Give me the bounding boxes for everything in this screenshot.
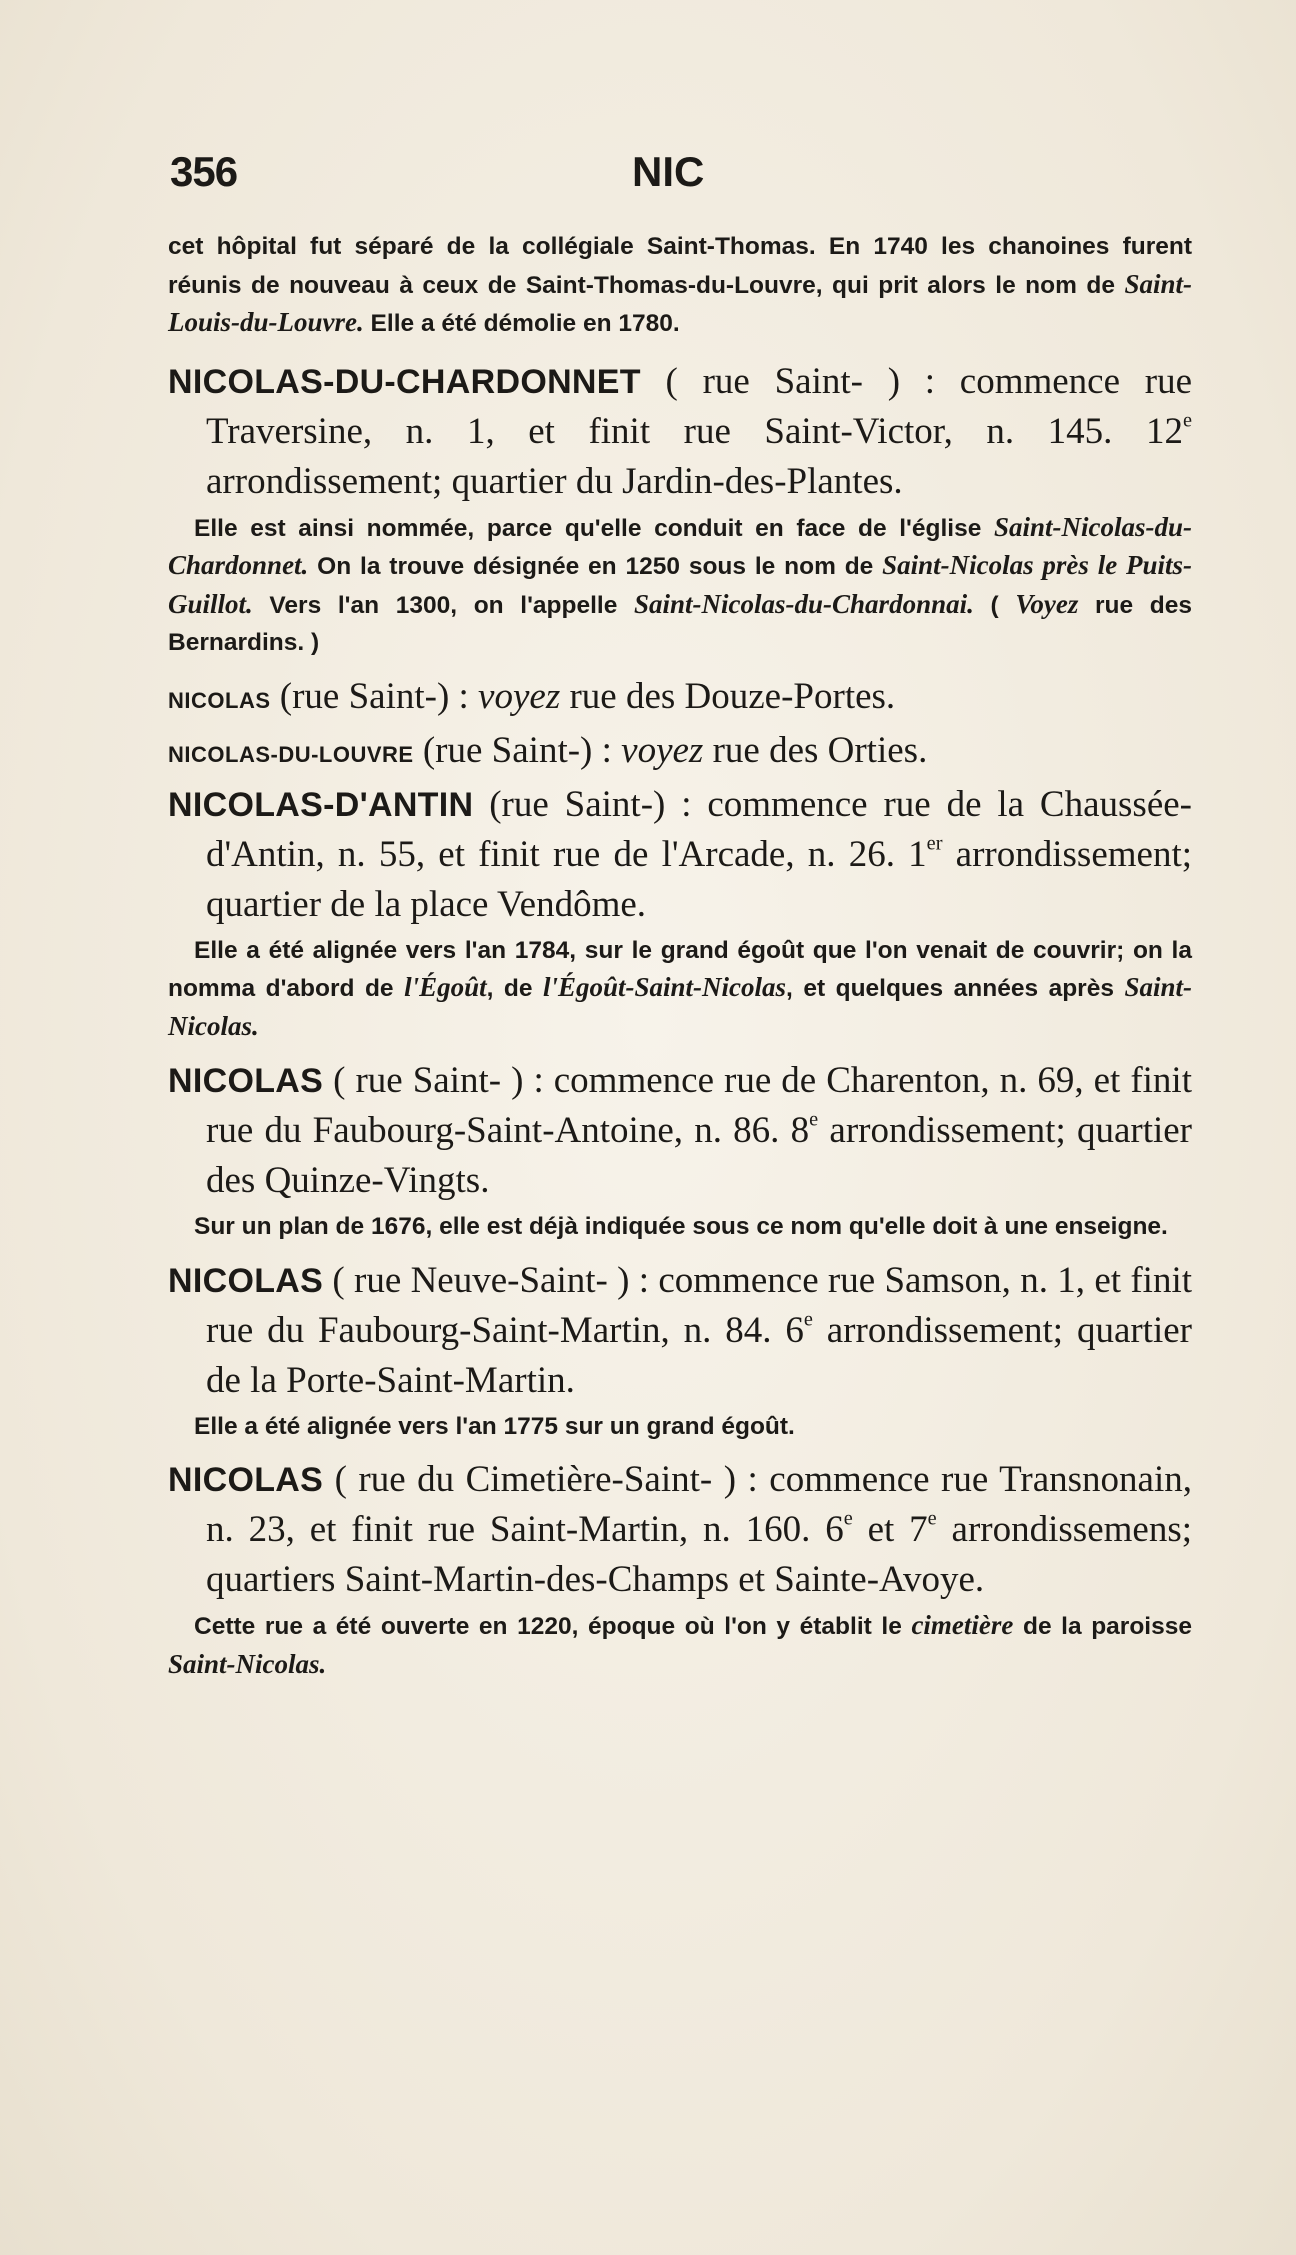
entry-italic: voyez [478, 675, 561, 717]
entry-text: arrondissement; quartier de la place Vendôme. [206, 833, 1193, 925]
note-italic: Saint-Nicolas-du-Chardonnai. [634, 588, 974, 619]
page-header [170, 148, 1190, 208]
entry-note: Elle a été alignée vers l'an 1775 sur un grand égoût. [194, 1412, 795, 1440]
superscript: e [803, 1308, 813, 1331]
entry-headword: NICOLAS [168, 1062, 324, 1100]
entry-text: ( rue Saint- ) : commence rue Traversine, n. 1, et finit rue Saint-Victor, n. 145. 12 [206, 360, 1192, 452]
entry-italic: voyez [621, 729, 704, 771]
entry-headword: NICOLAS-DU-CHARDONNET [168, 362, 641, 401]
superscript: e [927, 1507, 937, 1530]
intro-italic: Saint-Louis-du-Louvre. [168, 268, 1192, 337]
entry-nicolas-cimetiere [168, 1455, 1192, 1605]
entry-text: (rue Saint-) : commence rue de la Chaussée-d'Antin, n. 55, et finit rue de l'Arcade, n. 26. 1 [206, 783, 1192, 875]
note-text: Elle a été alignée vers l'an 1784, sur le grand égoût que l'on venait de couvrir; on la nomma d'abord de [168, 936, 1192, 1002]
entry-headword: NICOLAS [168, 687, 271, 713]
note-text: ( [973, 591, 1016, 619]
entry-headword: NICOLAS [168, 1461, 324, 1499]
entry-nicolas-du-louvre [168, 726, 1192, 780]
entry-text: ( rue du Cimetière-Saint- ) : commence rue Transnonain, n. 23, et finit rue Saint-Martin, n. 160. 6 [206, 1459, 1192, 1550]
superscript: er [926, 832, 943, 855]
note-italic: Saint-Nicolas près le Puits-Guillot. [168, 550, 1192, 619]
entry-text: (rue Saint-) : [413, 729, 622, 771]
note-italic: Voyez [1015, 588, 1079, 619]
entry-nicolas-charenton [168, 1056, 1192, 1206]
note-text: de la paroisse [1013, 1613, 1192, 1640]
entry-nicolas-neuve [168, 1256, 1192, 1406]
note-text: Cette rue a été ouverte en 1220, époque où l'on y établit le [194, 1613, 912, 1640]
running-head: NIC [632, 148, 705, 195]
entry-text: ( rue Neuve-Saint- ) : commence rue Samson, n. 1, et finit rue du Faubourg-Saint-Martin, n. 84. 6 [206, 1259, 1192, 1351]
entry-note [168, 1607, 1192, 1684]
note-text: On la trouve désignée en 1250 sous le nom de [308, 553, 883, 580]
entry-text: arrondissement; quartier des Quinze-Vingts. [206, 1110, 1192, 1201]
note-italic: cimetière [911, 1610, 1014, 1640]
note-italic: l'Égoût-Saint-Nicolas [542, 972, 787, 1002]
note-text: , de [486, 975, 543, 1002]
entry-text: ( rue Saint- ) : commence rue de Charenton, n. 69, et finit rue du Faubourg-Saint-Antoine, n. 86. 8 [206, 1060, 1192, 1151]
page-number: 356 [170, 148, 238, 195]
entry-text: (rue Saint-) : [270, 675, 479, 717]
entry-text: arrondissemens; quartiers Saint-Martin-des-Champs et Sainte-Avoye. [206, 1509, 1192, 1600]
entry-headword: NICOLAS-D'ANTIN [168, 785, 474, 824]
page-body [168, 228, 1192, 1684]
entry-text: arrondissement; quartier de la Porte-Saint-Martin. [206, 1309, 1192, 1401]
superscript: e [809, 1108, 819, 1131]
entry-nicolas-douze-portes [168, 672, 1192, 726]
entry-note: Sur un plan de 1676, elle est déjà indiquée sous ce nom qu'elle doit à une enseigne. [194, 1213, 1168, 1240]
entry-note [168, 932, 1192, 1047]
note-text: Elle est ainsi nommée, parce qu'elle conduit en face de l'église [194, 514, 994, 542]
entry-nicolas-du-chardonnet [168, 357, 1192, 507]
intro-text-end: Elle a été démolie en 1780. [363, 310, 680, 337]
note-italic: Saint-Nicolas. [168, 972, 1192, 1041]
entry-text: et 7 [852, 1509, 928, 1550]
note-italic: Saint-Nicolas. [168, 1648, 327, 1679]
entry-headword: NICOLAS [168, 1261, 324, 1300]
entry-text: rue des Orties. [703, 729, 928, 771]
entry-headword: NICOLAS-DU-LOUVRE [168, 741, 414, 767]
intro-paragraph [168, 228, 1192, 343]
entry-text: rue des Douze-Portes. [560, 675, 896, 717]
note-text: , et quelques années après [786, 975, 1125, 1002]
superscript: e [1182, 409, 1192, 432]
entry-note [168, 509, 1192, 662]
note-text: Vers l'an 1300, on l'appelle [252, 591, 635, 619]
intro-text: cet hôpital fut séparé de la collégiale Saint-Thomas. En 1740 les chanoines furent réunis de nouveau à ceux de Saint-Thomas-du-Louvre, qui prit alors le nom de [168, 233, 1192, 299]
entry-nicolas-d-antin [168, 780, 1192, 930]
note-italic: Saint-Nicolas-du-Chardonnet. [168, 511, 1192, 580]
superscript: e [843, 1507, 853, 1530]
entry-text: arrondissement; quartier du Jardin-des-Plantes. [206, 460, 903, 502]
note-text: rue des Bernardins. ) [168, 591, 1192, 656]
note-italic: l'Égoût [404, 972, 487, 1002]
